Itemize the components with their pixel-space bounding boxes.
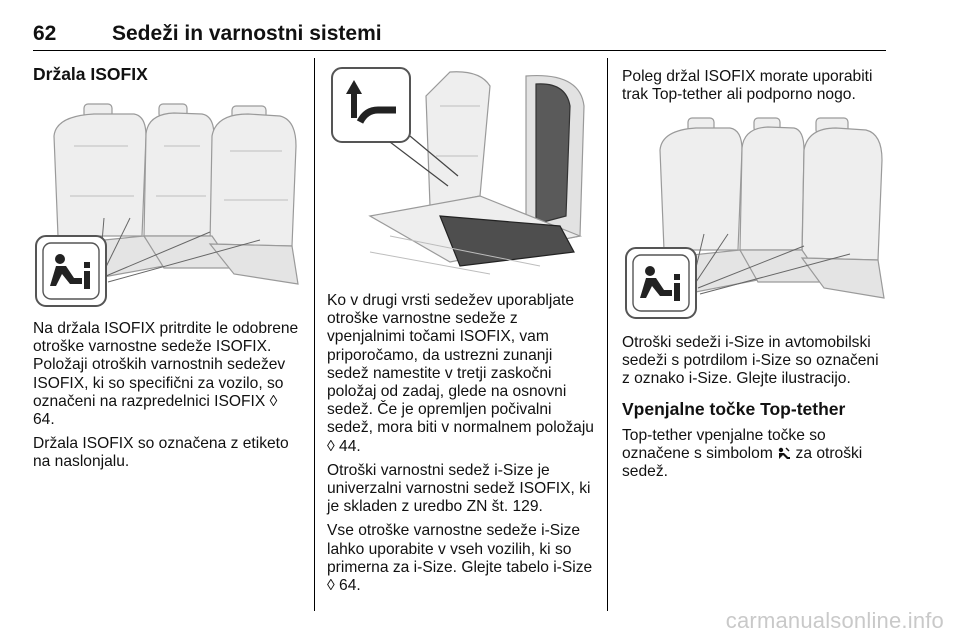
right-text-top: [622, 68, 888, 110]
top-tether-text-start: Top-tether vpenjalne točke so označene s simbolom: [622, 426, 826, 462]
page-number: 62: [33, 22, 57, 45]
top-tether-text-end: za otroški sedež.: [622, 444, 863, 481]
paragraph-isofix-label: Držala ISOFIX so označena z etiketo na naslonjalu.: [33, 435, 289, 471]
watermark-text: carmanualsonline.info: [725, 608, 944, 633]
middle-text: [327, 292, 597, 601]
top-tether-icon: [777, 446, 791, 460]
paragraph-top-tether-required: Poleg držal ISOFIX morate uporabiti trak Top-tether ali podporno nogo.: [622, 68, 873, 104]
isofix-seat-illustration: [34, 96, 300, 310]
paragraph-second-row: Ko v drugi vrsti sedežev uporabljate otroške varnostne sedeže z vpenjalnimi točami ISOFIX, vam priporočamo, da ustrezni zunanji sedež namestite v tretji zaskočni položaj od zadaj, glede na osnovni sedež. Če je opremljen počivalni sedež, mora biti v normalnem položaju ◊ 44.: [327, 292, 594, 455]
header-rule: [33, 50, 886, 51]
section-heading-top-tether: Vpenjalne točke Top-tether: [622, 398, 846, 419]
left-text: [33, 320, 303, 478]
section-heading-isofix: Držala ISOFIX: [33, 64, 148, 84]
column-divider-1: [314, 58, 315, 611]
paragraph-isize-universal: Otroški varnostni sedež i-Size je univerzalni varnostni sedež ISOFIX, ki je skladen z uredbo ZN št. 129.: [327, 461, 591, 516]
seat-adjustment-illustration: [330, 66, 594, 278]
isize-seat-illustration: [624, 110, 888, 320]
paragraph-isize-label: Otroški sedeži i-Size in avtomobilski sedeži s potrdilom i-Size so označeni z oznako i-Size. Glejte ilustracijo.: [622, 334, 879, 388]
column-divider-2: [607, 58, 608, 611]
left-column: [33, 64, 303, 92]
right-text-bottom: [622, 334, 890, 487]
paragraph-isofix-intro: Na držala ISOFIX pritrdite le odobrene otroške varnostne sedeže ISOFIX. Položaji otroških varnostnih sedežev ISOFIX, ki so specifični za vozilo, so označeni na razpredelnici ISOFIX ◊ 64.: [33, 320, 299, 429]
paragraph-top-tether-points: [622, 427, 890, 482]
chapter-title: Sedeži in varnostni sistemi: [112, 22, 382, 45]
paragraph-isize-vehicles: Vse otroške varnostne sedeže i-Size lahko uporabite v vseh vozilih, ki so primerna za i-Size. Glejte tabelo i-Size ◊ 64.: [327, 522, 593, 595]
